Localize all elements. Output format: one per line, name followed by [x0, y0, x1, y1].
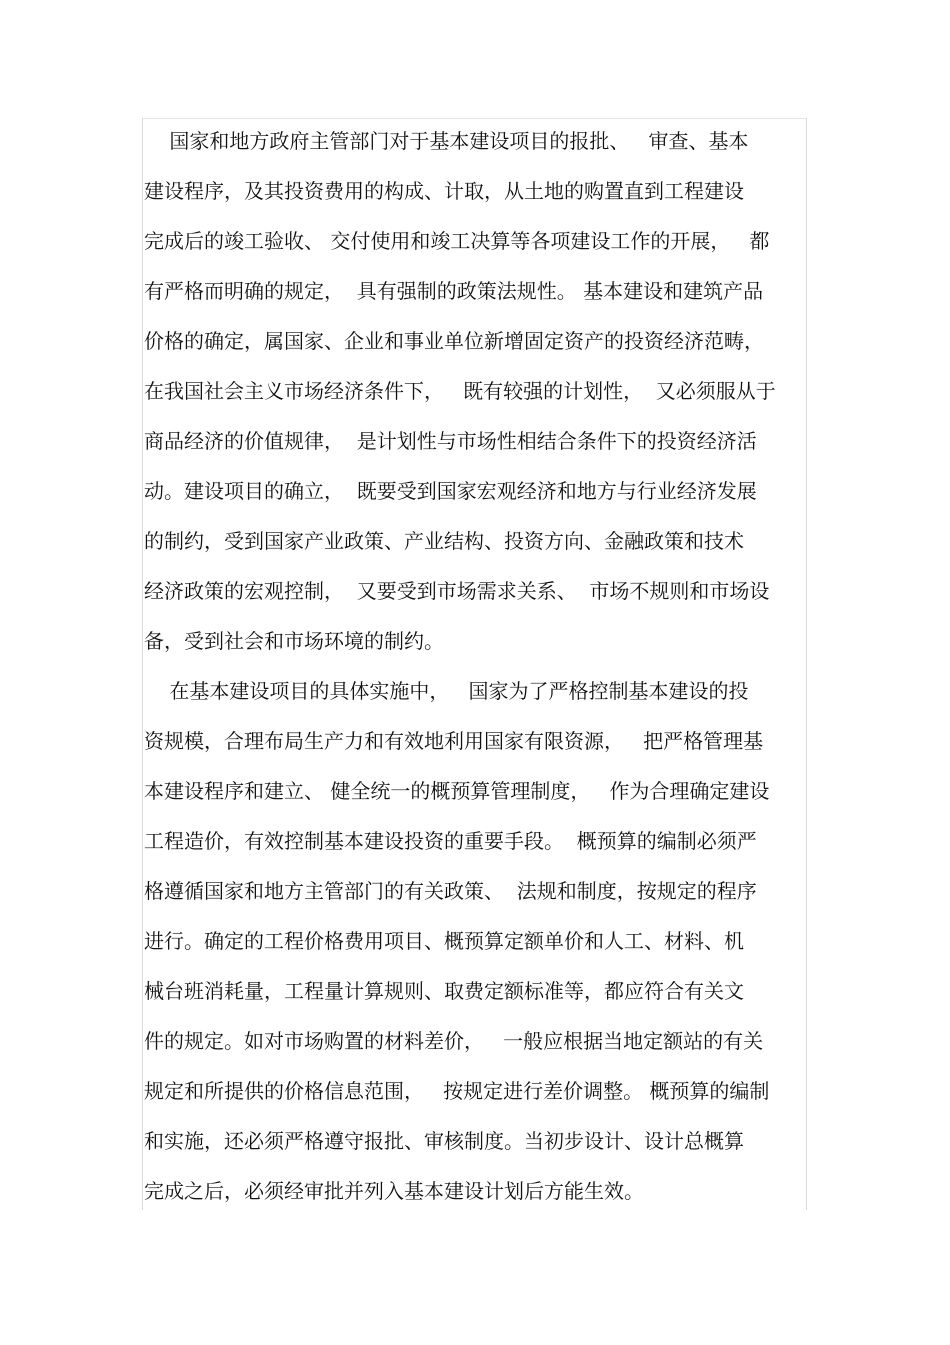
- text-frame-top-border: [142, 118, 807, 119]
- paragraph-1-line: 商品经济的价值规律， 是计划性与市场性相结合条件下的投资经济活: [144, 429, 757, 453]
- paragraph-1-line: 价格的确定，属国家、企业和事业单位新增固定资产的投资经济范畴，: [144, 329, 764, 353]
- paragraph-1-line: 在我国社会主义市场经济条件下， 既有较强的计划性， 又必须服从于: [144, 379, 776, 403]
- paragraph-1-line: 国家和地方政府主管部门对于基本建设项目的报批、 审查、基本: [144, 129, 749, 153]
- paragraph-2-line: 完成之后，必须经审批并列入基本建设计划后方能生效。: [144, 1179, 644, 1203]
- paragraph-2-line: 规定和所提供的价格信息范围， 按规定进行差价调整。 概预算的编制: [144, 1079, 770, 1103]
- paragraph-2-line: 件的规定。如对市场购置的材料差价， 一般应根据当地定额站的有关: [144, 1029, 764, 1053]
- paragraph-2-line: 械台班消耗量，工程量计算规则、取费定额标准等，都应符合有关文: [144, 979, 744, 1003]
- text-frame-right-border: [806, 118, 807, 1210]
- paragraph-1-line: 完成后的竣工验收、 交付使用和竣工决算等各项建设工作的开展， 都: [144, 229, 770, 253]
- text-frame-left-border: [142, 118, 143, 1210]
- paragraph-1-line: 有严格而明确的规定， 具有强制的政策法规性。 基本建设和建筑产品: [144, 279, 764, 303]
- paragraph-2-line: 进行。确定的工程价格费用项目、概预算定额单价和人工、材料、机: [144, 929, 744, 953]
- paragraph-1-line: 备，受到社会和市场环境的制约。: [144, 629, 444, 653]
- paragraph-2-line: 工程造价，有效控制基本建设投资的重要手段。 概预算的编制必须严: [144, 829, 757, 853]
- paragraph-1-line: 动。建设项目的确立， 既要受到国家宏观经济和地方与行业经济发展: [144, 479, 757, 503]
- paragraph-1-line: 的制约，受到国家产业政策、产业结构、投资方向、金融政策和技术: [144, 529, 744, 553]
- paragraph-2-line: 格遵循国家和地方主管部门的有关政策、 法规和制度，按规定的程序: [144, 879, 757, 903]
- paragraph-2-line: 和实施，还必须严格遵守报批、审核制度。当初步设计、设计总概算: [144, 1129, 744, 1153]
- paragraph-2-line: 资规模，合理布局生产力和有效地利用国家有限资源， 把严格管理基: [144, 729, 764, 753]
- paragraph-2-line: 本建设程序和建立、 健全统一的概预算管理制度， 作为合理确定建设: [144, 779, 770, 803]
- paragraph-1-line: 经济政策的宏观控制， 又要受到市场需求关系、 市场不规则和市场设: [144, 579, 770, 603]
- paragraph-2-line: 在基本建设项目的具体实施中， 国家为了严格控制基本建设的投: [144, 679, 749, 703]
- paragraph-1-line: 建设程序，及其投资费用的构成、计取，从土地的购置直到工程建设: [144, 179, 744, 203]
